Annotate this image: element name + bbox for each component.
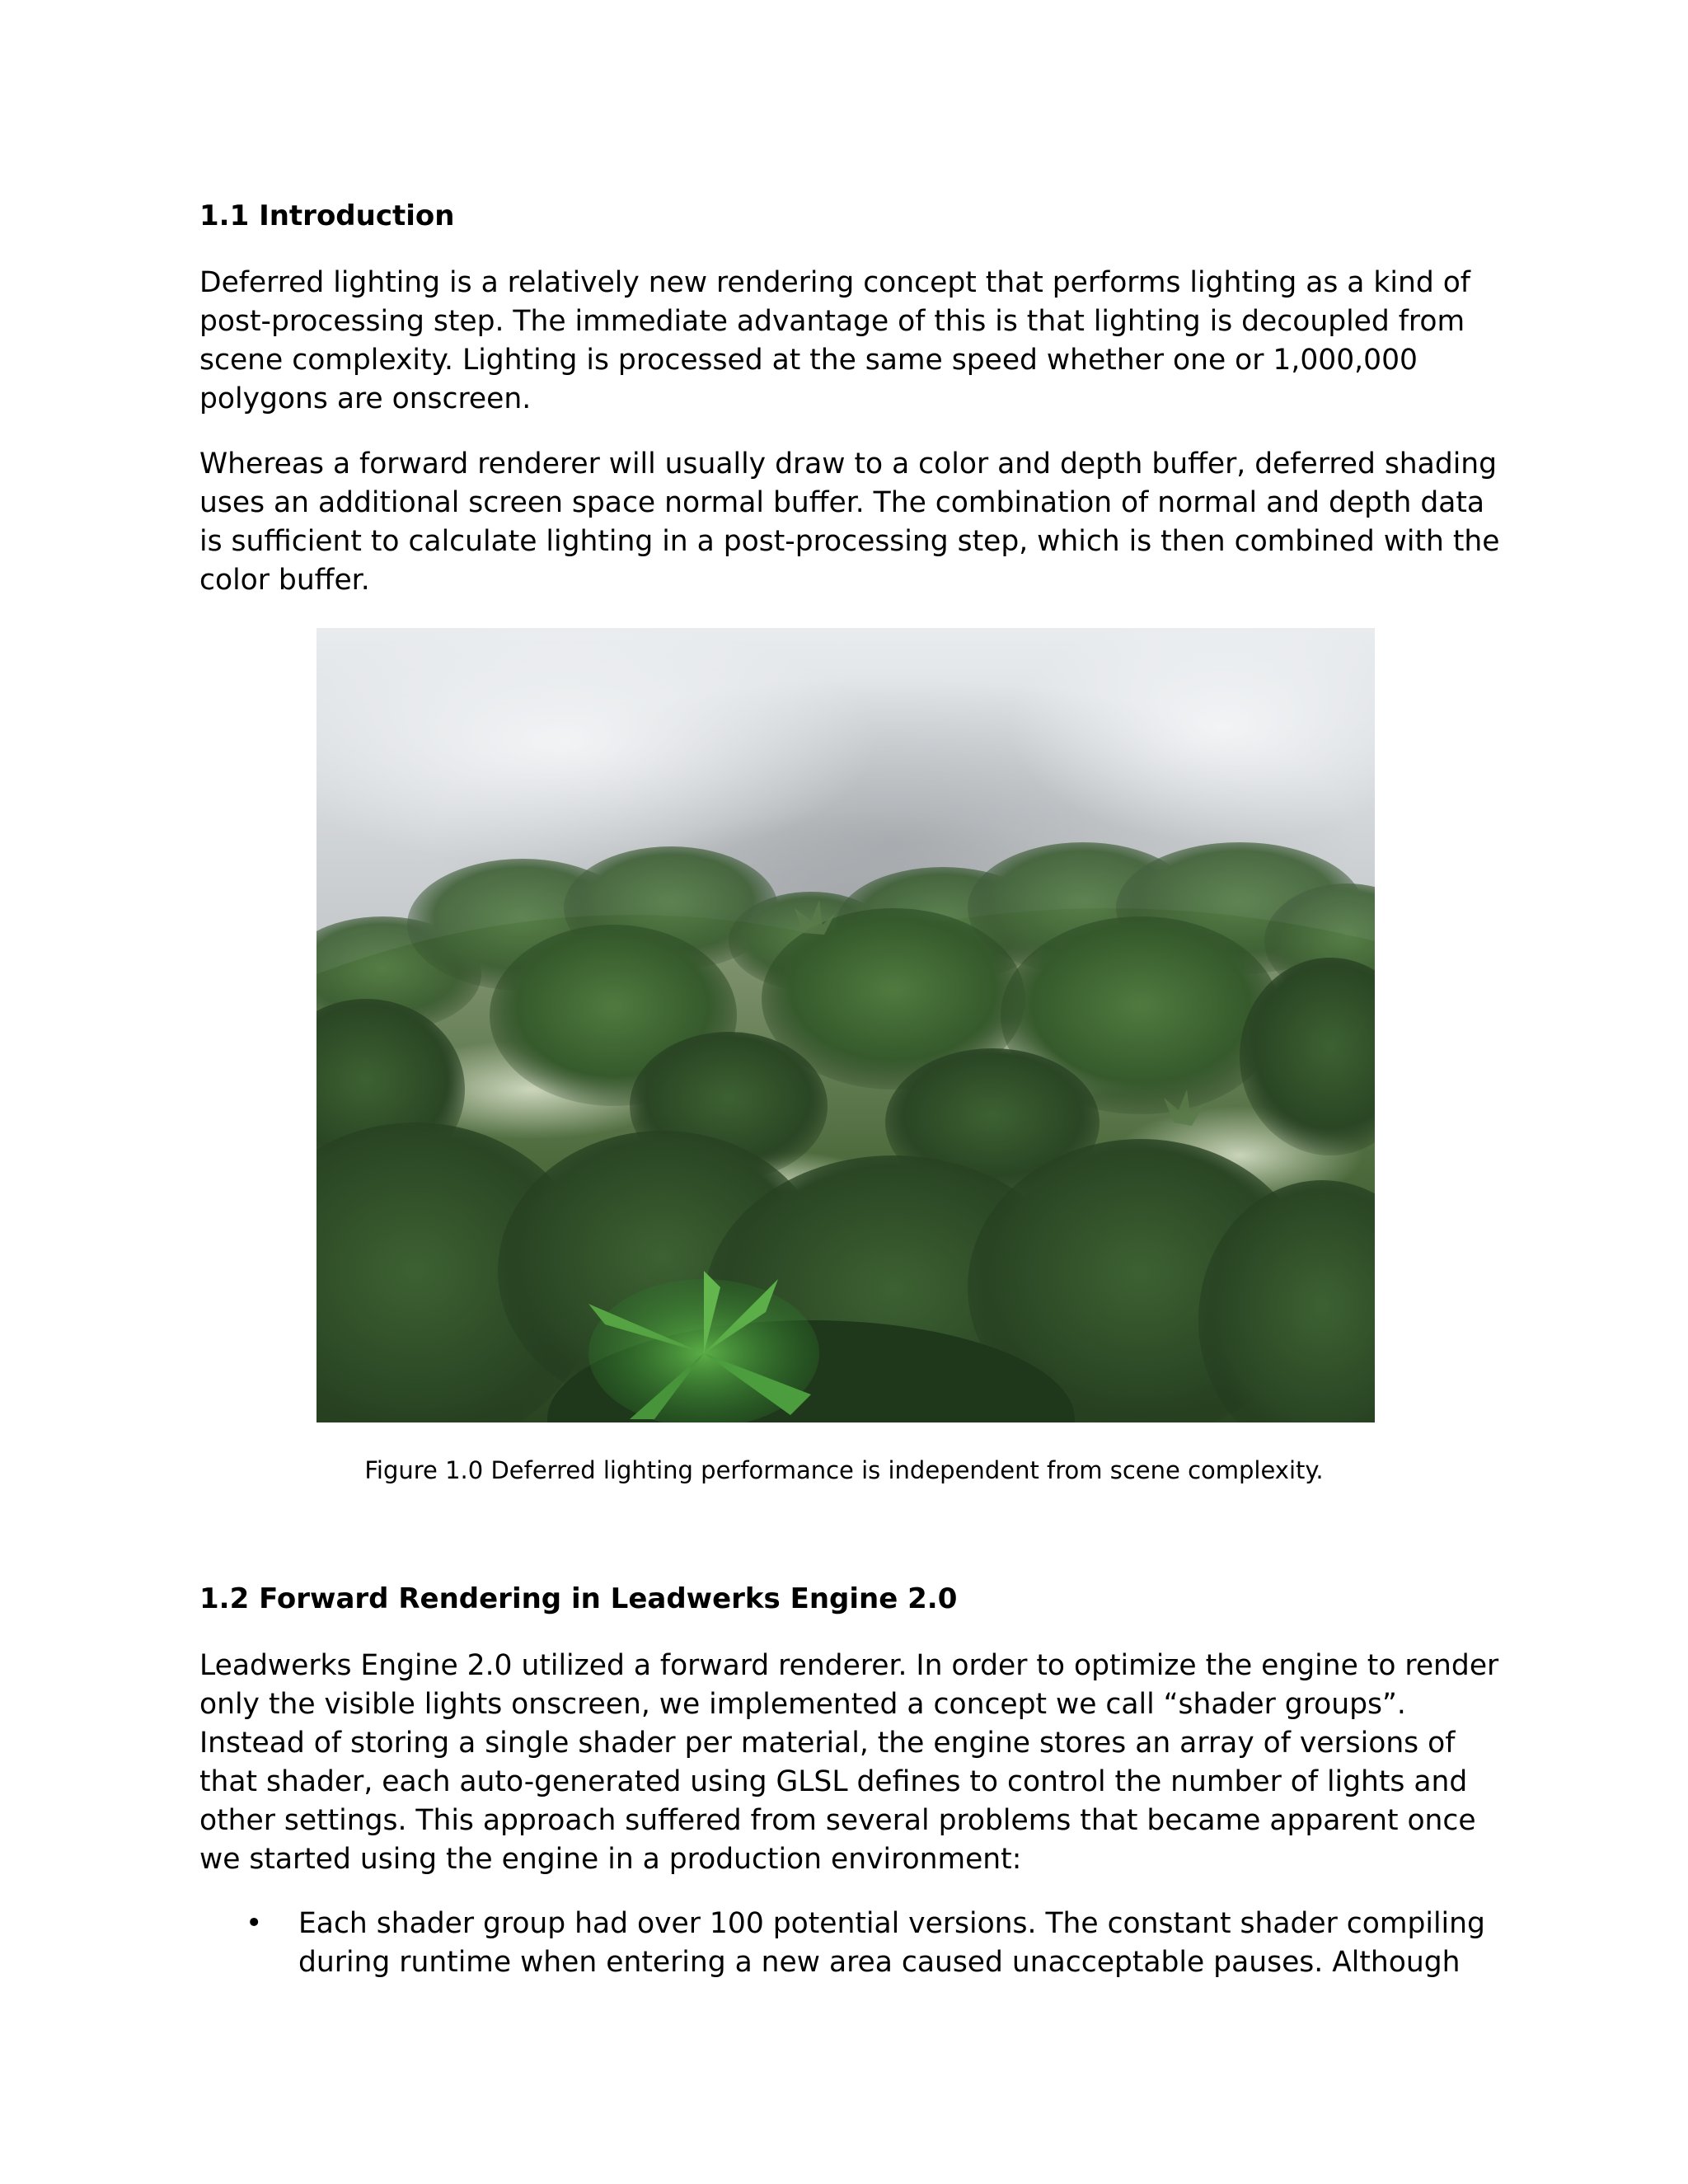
text-line: color buffer. [199, 564, 370, 597]
text-line: we started using the engine in a production environment: [199, 1843, 1022, 1876]
text-line: Whereas a forward renderer will usually draw to a color and depth buffer, deferred shading [199, 448, 1498, 480]
text-line: polygons are onscreen. [199, 382, 532, 415]
bullet-text [298, 1905, 1485, 1982]
forest-render-image [316, 628, 1375, 1422]
text-line: post-processing step. The immediate advantage of this is that lighting is decoupled from [199, 305, 1465, 338]
text-line: Each shader group had over 100 potential versions. The constant shader compiling [298, 1907, 1485, 1940]
text-line: Leadwerks Engine 2.0 utilized a forward renderer. In order to optimize the engine to render [199, 1649, 1499, 1682]
text-line: Deferred lighting is a relatively new rendering concept that performs lighting as a kind of [199, 266, 1470, 299]
section-heading-introduction: 1.1 Introduction [199, 199, 455, 232]
intro-paragraph-2 [199, 445, 1518, 600]
section-heading-forward-rendering: 1.2 Forward Rendering in Leadwerks Engine 2.0 [199, 1582, 958, 1615]
text-line: is sufficient to calculate lighting in a post-processing step, which is then combined with the [199, 525, 1500, 558]
intro-paragraph-1 [199, 264, 1518, 419]
text-line: that shader, each auto-generated using GLSL defines to control the number of lights and [199, 1765, 1468, 1798]
text-line: other settings. This approach suffered from several problems that became apparent once [199, 1804, 1476, 1837]
figure-caption: Figure 1.0 Deferred lighting performance is independent from scene complexity. [364, 1456, 1324, 1484]
text-line: during runtime when entering a new area caused unacceptable pauses. Although [298, 1946, 1461, 1979]
forest-render-figure [316, 628, 1375, 1422]
text-line: only the visible lights onscreen, we implemented a concept we call “shader groups”. [199, 1688, 1406, 1721]
forward-rendering-paragraph [199, 1647, 1518, 1879]
bullet-marker: • [246, 1907, 263, 1940]
text-line: uses an additional screen space normal buffer. The combination of normal and depth data [199, 486, 1485, 519]
text-line: Instead of storing a single shader per material, the engine stores an array of versions of [199, 1727, 1456, 1760]
text-line: scene complexity. Lighting is processed at the same speed whether one or 1,000,000 [199, 344, 1418, 377]
